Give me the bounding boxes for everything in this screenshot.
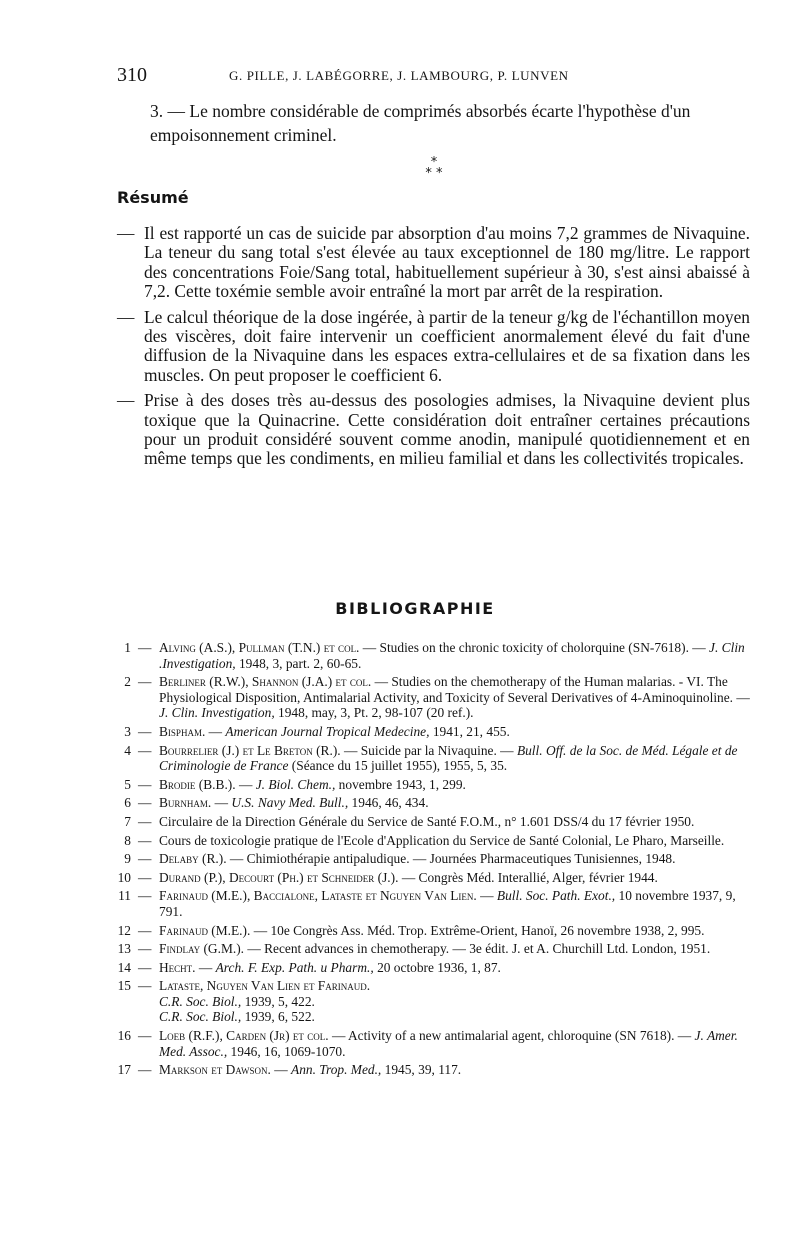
bibliography-entry <box>116 941 756 957</box>
entry-journal: C.R. Soc. Biol., <box>159 1009 242 1025</box>
bibliography-entry <box>116 640 756 671</box>
conclusion-item-number: 3. <box>150 101 164 121</box>
resume-paragraph <box>117 308 750 386</box>
paragraph-text: Prise à des doses très au-dessus des posologies admises, la Nivaquine devient plus toxique que la Quinacrine. Cette considération doit entraîner certaines précautions pour un produit considéré souvent comme anodin, manipulé quotidiennement et en même temps que les condiments, en milieu familial et dans les collectivités tropicales. <box>144 390 750 469</box>
entry-authors: Bourrelier (J.) et Le Breton (R.). <box>159 742 341 758</box>
entry-authors: Markson et Dawson. <box>159 1062 271 1078</box>
entry-number: 17 <box>117 1062 131 1078</box>
entry-body <box>159 814 694 829</box>
entry-text: — Suicide par la Nivaquine. — <box>344 742 514 758</box>
entry-journal: American Journal Tropical Medecine, <box>225 723 430 739</box>
conclusion-item <box>150 99 782 147</box>
entry-dash: — <box>138 978 152 994</box>
bibliography-entry <box>116 923 756 939</box>
entry-body <box>159 941 710 956</box>
entry-dash: — <box>138 1062 152 1078</box>
bibliography-entry <box>116 833 756 849</box>
separator-star-bottom: * * <box>425 166 443 181</box>
entry-dash: — <box>138 674 152 690</box>
entry-dash: — <box>138 888 152 904</box>
entry-details: 1945, 39, 117. <box>384 1062 462 1078</box>
entry-details: 1939, 6, 522. <box>244 1009 315 1025</box>
entry-authors: Brodie (B.B.). <box>159 776 236 792</box>
bibliography-entry <box>116 674 756 721</box>
entry-text: — Activity of a new antimalarial agent, chloroquine (SN 7618). — <box>331 1028 692 1044</box>
bibliography-entry <box>116 851 756 867</box>
entry-dash: — <box>138 776 152 792</box>
entry-number: 14 <box>117 959 131 975</box>
resume-body <box>117 224 750 475</box>
entry-details: novembre 1943, 1, 299. <box>338 776 466 792</box>
entry-dash: — <box>138 851 152 867</box>
entry-journal: Arch. F. Exp. Path. u Pharm., <box>215 959 374 975</box>
entry-dash: — <box>138 742 152 758</box>
entry-body <box>159 777 466 792</box>
entry-number: 11 <box>118 888 131 904</box>
entry-text: — Chimiothérapie antipaludique. — Journées Pharmaceutiques Tunisiennes, 1948. <box>229 851 676 867</box>
entry-body <box>159 674 750 720</box>
entry-body <box>159 724 510 739</box>
entry-authors: Delaby (R.). <box>159 851 227 867</box>
entry-body <box>159 960 501 975</box>
bibliography-entry <box>116 960 756 976</box>
paragraph-text: Le calcul théorique de la dose ingérée, à partir de la teneur g/kg de l'échantillon moyen des viscères, doit faire intervenir un coefficient anormalement élevé du fait d'une diffusion de la Nivaquine dans les espaces extra-cellulaires et de sa fixation dans les muscles. On peut proposer le coefficient 6. <box>144 306 750 385</box>
entry-details: 1946, 46, 434. <box>351 795 429 811</box>
header-authors: G. PILLE, J. LABÉGORRE, J. LAMBOURG, P. LUNVEN <box>229 68 569 83</box>
entry-journal: J. Clin. Investigation, <box>159 705 275 721</box>
entry-authors: Berliner (R.W.), Shannon (J.A.) et col. <box>159 674 372 690</box>
entry-number: 12 <box>117 922 131 938</box>
entry-number: 5 <box>124 776 131 792</box>
entry-text: — Studies on the chronic toxicity of cholorquine (SN-7618). — <box>362 640 706 655</box>
entry-journal: Bull. Soc. Path. Exot., <box>496 888 616 904</box>
entry-body <box>159 851 675 866</box>
bibliography-heading-text: BIBLIOGRAPHIE <box>335 599 495 618</box>
section-separator <box>419 157 449 187</box>
entry-journal: Bull. Off. de la Soc. de Méd. Légale et de Criminologie de France <box>159 742 738 774</box>
paragraph-dash: — <box>117 306 135 327</box>
entry-details: 1939, 5, 422. <box>244 993 315 1009</box>
entry-number: 4 <box>124 742 131 758</box>
entry-text: — <box>208 723 223 739</box>
bibliography-entry <box>116 724 756 740</box>
bibliography-entry <box>116 870 756 886</box>
entry-dash: — <box>138 941 152 957</box>
entry-body <box>159 888 736 919</box>
entry-dash: — <box>138 813 152 829</box>
bibliography-heading <box>0 599 800 619</box>
entry-number: 15 <box>117 978 131 994</box>
entry-body <box>159 743 737 774</box>
entry-dash: — <box>138 723 152 739</box>
entry-authors: Findlay (G.M.). <box>159 941 244 957</box>
entry-journal: C.R. Soc. Biol., <box>159 993 242 1009</box>
entry-dash: — <box>138 795 152 811</box>
entry-body <box>159 640 745 671</box>
entry-text: — <box>214 795 229 811</box>
entry-number: 13 <box>117 941 131 957</box>
entry-text: — <box>238 776 253 792</box>
bibliography-entry <box>116 814 756 830</box>
entry-number: 9 <box>124 851 131 867</box>
resume-paragraph <box>117 391 750 469</box>
bibliography-entry <box>116 1028 756 1059</box>
bibliography-list <box>116 640 756 1081</box>
entry-dash: — <box>138 832 152 848</box>
entry-text: Cours de toxicologie pratique de l'Ecole d'Application du Service de Santé Colonial, Le Pharo, Marseille. <box>159 832 725 848</box>
page-number: 310 <box>117 64 147 86</box>
entry-dash: — <box>138 640 152 655</box>
entry-text: — 10e Congrès Ass. Méd. Trop. Extrême-Orient, Hanoï, 26 novembre 1938, 2, 995. <box>253 922 705 938</box>
entry-journal: J. Amer. Med. Assoc., <box>159 1028 738 1059</box>
entry-number: 1 <box>124 640 131 655</box>
entry-authors: Lataste, Nguyen Van Lien et Farinaud. <box>159 978 371 994</box>
entry-authors: Bispham. <box>159 723 206 739</box>
entry-details: 1946, 16, 1069-1070. <box>230 1043 346 1059</box>
entry-number: 10 <box>117 869 131 885</box>
entry-body <box>159 795 429 810</box>
entry-number: 2 <box>124 674 131 690</box>
entry-authors: Durand (P.), Decourt (Ph.) et Schneider (J.). <box>159 869 399 885</box>
entry-details: 1948, 3, part. 2, 60-65. <box>238 655 362 671</box>
entry-text: — Congrès Méd. Interallié, Alger, février 1944. <box>401 869 658 885</box>
entry-details: 20 octobre 1936, 1, 87. <box>377 959 501 975</box>
entry-dash: — <box>138 959 152 975</box>
entry-body <box>159 870 658 885</box>
entry-text: — <box>274 1062 288 1078</box>
resume-heading: Résumé <box>117 188 189 207</box>
entry-subline <box>159 994 756 1010</box>
entry-text: — Recent advances in chemotherapy. — 3e édit. J. et A. Churchill Ltd. London, 1951. <box>247 941 711 957</box>
entry-number: 3 <box>124 723 131 739</box>
entry-body <box>159 1062 461 1077</box>
bibliography-entry <box>116 888 756 919</box>
entry-details: 1948, may, 3, Pt. 2, 98-107 (20 ref.). <box>278 705 474 721</box>
entry-text: — <box>198 959 213 975</box>
entry-authors: Farinaud (M.E.), Baccialone, Lataste et Nguyen Van Lien. <box>159 888 477 904</box>
entry-dash: — <box>138 922 152 938</box>
entry-subline <box>159 1009 756 1025</box>
entry-authors: Alving (A.S.), Pullman (T.N.) et col. <box>159 640 360 655</box>
bibliography-entry <box>116 777 756 793</box>
entry-journal: J. Clin .Investigation, <box>159 640 745 671</box>
entry-journal: Ann. Trop. Med., <box>291 1062 382 1078</box>
bibliography-entry <box>116 978 756 1025</box>
bibliography-entry <box>116 1062 756 1078</box>
entry-authors: Loeb (R.F.), Carden (Jr) et col. <box>159 1028 329 1044</box>
entry-journal: U.S. Navy Med. Bull., <box>231 795 349 811</box>
entry-body <box>159 1028 738 1059</box>
paragraph-dash: — <box>117 223 135 243</box>
entry-details: 10 novembre 1937, 9, 791. <box>159 888 736 919</box>
entry-body <box>159 833 724 848</box>
entry-journal: J. Biol. Chem., <box>255 776 336 792</box>
entry-body <box>159 978 370 993</box>
entry-text: Circulaire de la Direction Générale du Service de Santé F.O.M., n° 1.601 DSS/4 du 17 février 1950. <box>159 813 695 829</box>
entry-text: — Studies on the chemotherapy of the Human malarias. - VI. The Physiological Disposition, Antimalarial Activity, and Toxicity of Several Derivatives of 4-Aminoquinoline. — <box>159 674 750 705</box>
entry-details: (Séance du 15 juillet 1955), 1955, 5, 35. <box>291 758 508 774</box>
entry-body <box>159 923 704 938</box>
paragraph-text: Il est rapporté un cas de suicide par absorption d'au moins 7,2 grammes de Nivaquine. La teneur du sang total s'est élevée au taux exceptionnel de 180 mg/litre. Le rapport des concentrations Foie/Sang total, habituellement supérieur à 30, s'est ainsi abaissé à 7,2. Cette toxémie semble avoir entraîné la mort par arrêt de la respiration. <box>144 223 750 302</box>
entry-number: 8 <box>124 832 131 848</box>
entry-text: — <box>480 888 494 904</box>
entry-number: 7 <box>124 813 131 829</box>
bibliography-entry <box>116 743 756 774</box>
entry-authors: Burnham. <box>159 795 212 811</box>
entry-dash: — <box>138 1028 152 1044</box>
entry-dash: — <box>138 869 152 885</box>
entry-details: 1941, 21, 455. <box>432 723 510 739</box>
paragraph-dash: — <box>117 390 135 411</box>
entry-authors: Farinaud (M.E.). <box>159 922 251 938</box>
entry-number: 6 <box>124 795 131 811</box>
entry-authors: Hecht. <box>159 959 196 975</box>
entry-number: 16 <box>117 1028 131 1044</box>
bibliography-entry <box>116 795 756 811</box>
separator-star-top: * <box>430 155 438 170</box>
running-header <box>117 64 757 88</box>
conclusion-item-text: — Le nombre considérable de comprimés absorbés écarte l'hypothèse d'un empoisonnement criminel. <box>150 101 691 145</box>
resume-paragraph <box>117 224 750 302</box>
